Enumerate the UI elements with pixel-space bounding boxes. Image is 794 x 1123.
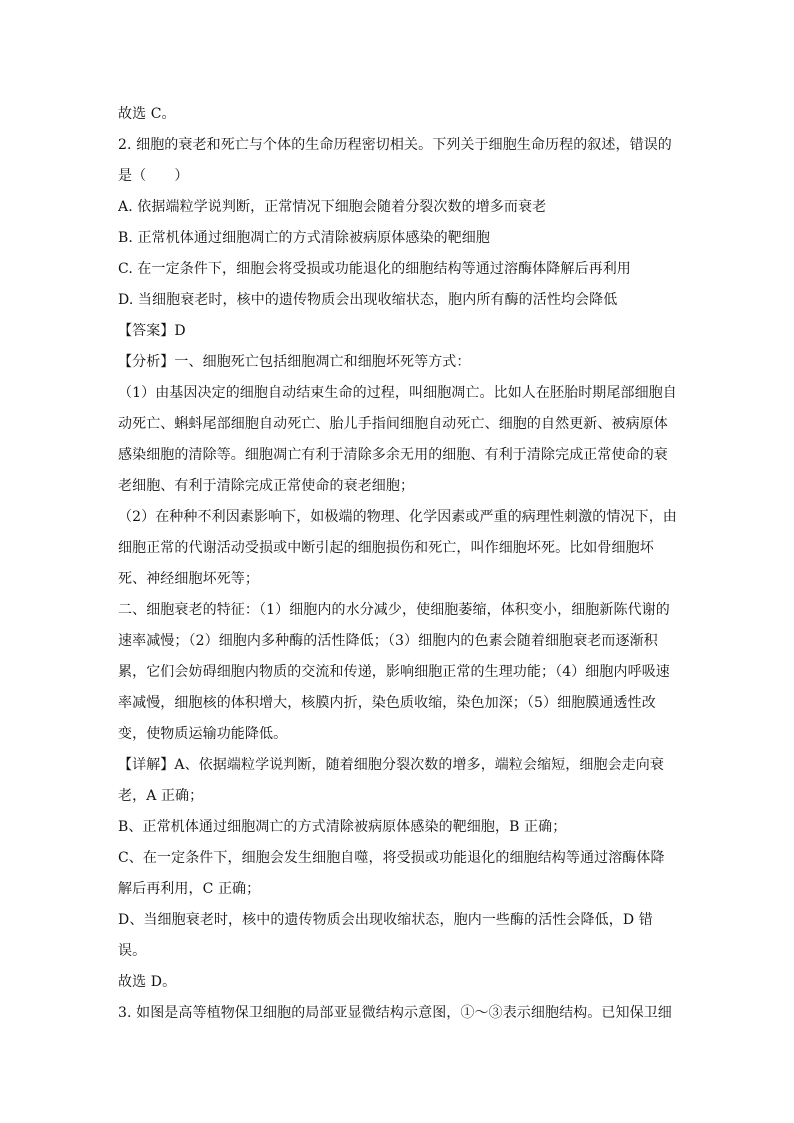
question-3-stem-line-1: 3. 如图是高等植物保卫细胞的局部亚显微结构示意图，①～③表示细胞结构。已知保卫细 xyxy=(118,1005,672,1021)
option-c: C. 在一定条件下，细胞会将受损或功能退化的细胞结构等通过溶酶体降解后再利用 xyxy=(118,261,631,277)
option-a: A. 依据端粒学说判断，正常情况下细胞会随着分裂次数的增多而衰老 xyxy=(118,199,547,215)
detail-a-line-2: 老，A 正确； xyxy=(118,788,204,804)
analysis-paragraph-2-line-2: 细胞正常的代谢活动受损或中断引起的细胞损伤和死亡，叫作细胞坏死。比如骨细胞坏 xyxy=(118,540,654,556)
detail-d-line-1: D、当细胞衰老时，核中的遗传物质会出现收缩状态，胞内一些酶的活性会降低，D 错 xyxy=(118,912,653,928)
question-2-stem-line-1: 2. 细胞的衰老和死亡与个体的生命历程密切相关。下列关于细胞生命历程的叙述，错误的 xyxy=(118,137,672,153)
analysis-paragraph-3-line-1: 二、细胞衰老的特征：（1）细胞内的水分减少，使细胞萎缩，体积变小，细胞新陈代谢的 xyxy=(118,602,670,618)
analysis-paragraph-1-line-1: （1）由基因决定的细胞自动结束生命的过程，叫细胞凋亡。比如人在胚胎时期尾部细胞自 xyxy=(118,385,677,401)
text-line-conclusion-1: 故选 C。 xyxy=(118,106,176,122)
option-b: B. 正常机体通过细胞凋亡的方式清除被病原体感染的靶细胞 xyxy=(118,230,490,246)
analysis-heading: 【分析】一、细胞死亡包括细胞凋亡和细胞坏死等方式： xyxy=(118,354,471,370)
text-line-conclusion-2: 故选 D。 xyxy=(118,974,177,990)
answer-line: 【答案】D xyxy=(118,323,186,339)
option-d: D. 当细胞衰老时，核中的遗传物质会出现收缩状态，胞内所有酶的活性均会降低 xyxy=(118,292,618,308)
question-2-stem-line-2: 是（ ） xyxy=(118,168,189,184)
detail-c-line-2: 解后再利用，C 正确； xyxy=(118,881,261,897)
detail-d-line-2: 误。 xyxy=(118,943,147,959)
analysis-paragraph-3-line-2: 速率减慢；（2）细胞内多种酶的活性降低；（3）细胞内的色素会随着细胞衰老而逐渐积 xyxy=(118,633,658,649)
analysis-paragraph-3-line-5: 变，使物质运输功能降低。 xyxy=(118,726,288,742)
analysis-paragraph-3-line-3: 累，它们会妨碍细胞内物质的交流和传递，影响细胞正常的生理功能；（4）细胞内呼吸速 xyxy=(118,664,670,680)
detail-heading-line: 【详解】A、依据端粒学说判断，随着细胞分裂次数的增多，端粒会缩短，细胞会走向衰 xyxy=(118,757,665,773)
detail-b-line: B、正常机体通过细胞凋亡的方式清除被病原体感染的靶细胞，B 正确； xyxy=(118,819,567,835)
analysis-paragraph-1-line-4: 老细胞、有利于清除完成正常使命的衰老细胞； xyxy=(118,478,415,494)
analysis-paragraph-3-line-4: 率减慢，细胞核的体积增大，核膜内折，染色质收缩，染色加深；（5）细胞膜通透性改 xyxy=(118,695,656,711)
analysis-paragraph-1-line-3: 感染细胞的清除等。细胞凋亡有利于清除多余无用的细胞、有利于清除完成正常使命的衰 xyxy=(118,447,668,463)
detail-c-line-1: C、在一定条件下，细胞会发生细胞自噬，将受损或功能退化的细胞结构等通过溶酶体降 xyxy=(118,850,665,866)
analysis-paragraph-2-line-1: （2）在种种不利因素影响下，如极端的物理、化学因素或严重的病理性刺激的情况下，由 xyxy=(118,509,677,525)
analysis-paragraph-1-line-2: 动死亡、蝌蚪尾部细胞自动死亡、胎儿手指间细胞自动死亡、细胞的自然更新、被病原体 xyxy=(118,416,668,432)
analysis-paragraph-2-line-3: 死、神经细胞坏死等； xyxy=(118,571,259,587)
